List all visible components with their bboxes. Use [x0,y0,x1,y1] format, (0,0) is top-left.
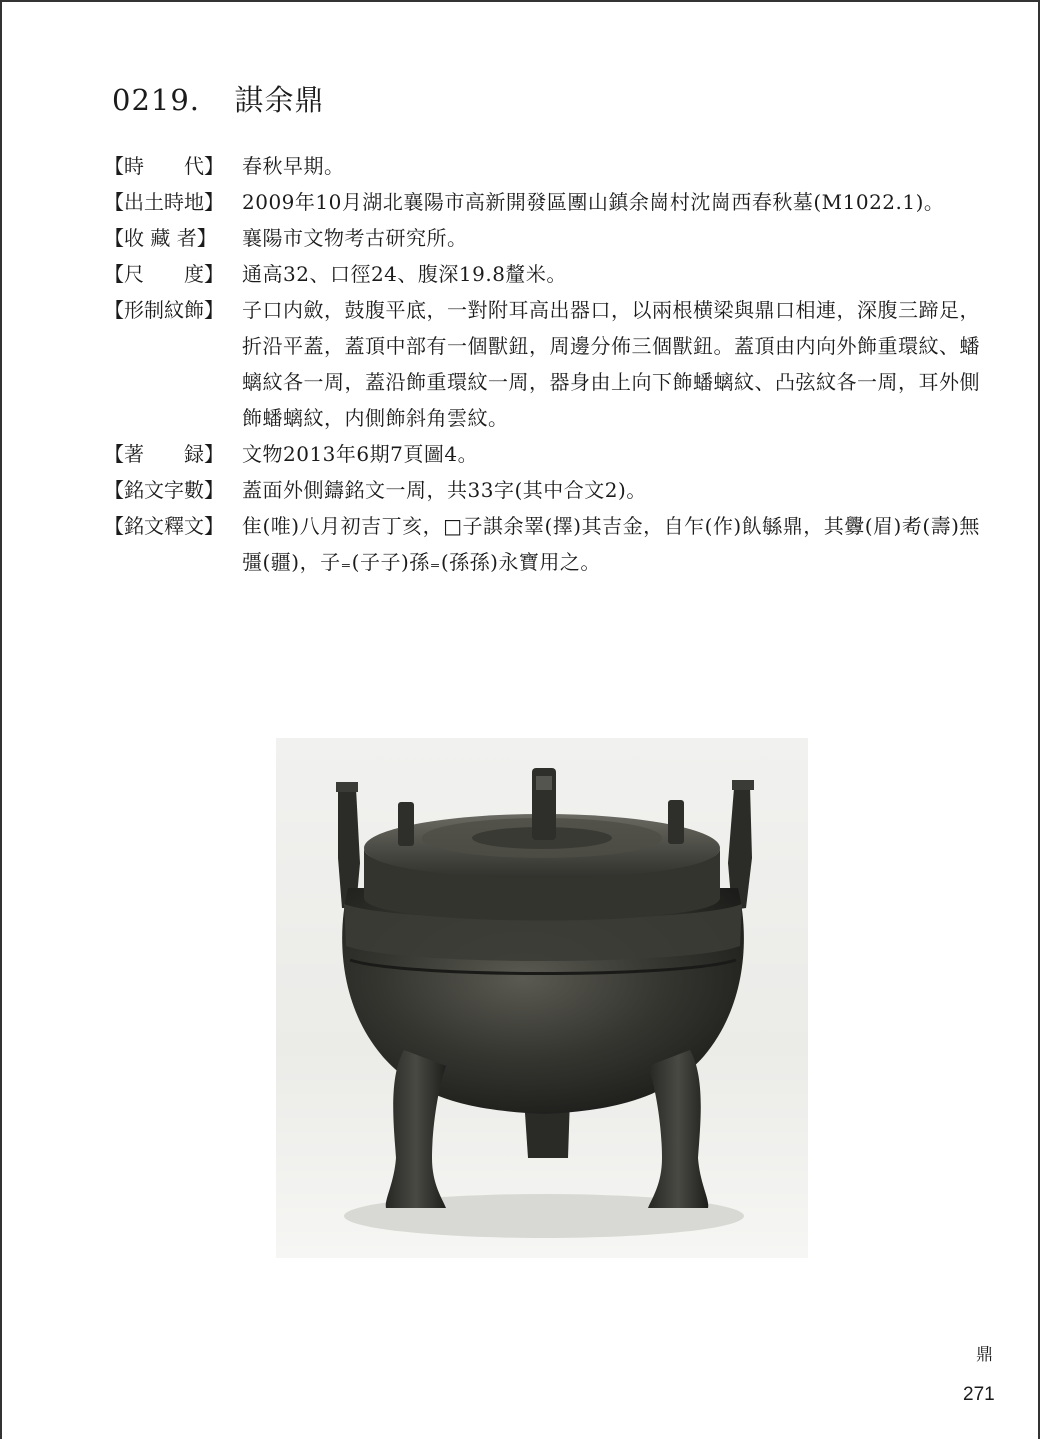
field-value: 襄陽市文物考古研究所。 [242,226,468,250]
field-label: 【銘文釋文】 [104,514,224,538]
field-publication [104,436,984,472]
field-value: 春秋早期。 [242,154,345,178]
field-label: 【出土時地】 [104,190,224,214]
section-mark: 鼎 [976,1345,993,1365]
field-label: 【時 代】 [104,154,224,178]
entry-number: 0219. [112,83,201,117]
field-dimensions [104,256,984,292]
catalog-fields [104,148,984,580]
field-form-decoration [104,292,984,436]
field-excavation [104,184,984,220]
field-value: 子口内斂，鼓腹平底，一對附耳高出器口，以兩根横梁與鼎口相連，深腹三蹄足，折沿平蓋，蓋頂中部有一個獸鈕，周邊分佈三個獸鈕。蓋頂由内向外飾重環紋、蟠螭紋各一周，蓋沿飾重環紋一周，器身由上向下飾蟠螭紋、凸弦紋各一周，耳外側飾蟠螭紋，内側飾斜角雲紋。 [242,298,980,430]
ding-photo [276,738,808,1258]
field-value: 2009年10月湖北襄陽市高新開發區團山鎮余崗村沈崗西春秋墓(M1022.1)。 [242,190,945,214]
field-value: 隹(唯)八月初吉丁亥，□子諆余睪(擇)其吉金，自乍(作)飤緐鼎，其釁(眉)耇(壽)無彊(疆)，子₌(子子)孫₌(孫孫)永寶用之。 [242,514,980,574]
field-inscription-text [104,508,984,580]
entry-title [112,78,324,119]
field-value: 文物2013年6期7頁圖4。 [242,442,479,466]
field-label: 【著 録】 [104,442,224,466]
field-inscription-count [104,472,984,508]
field-label: 【形制紋飾】 [104,298,224,322]
field-collection [104,220,984,256]
page-number: 271 [963,1384,995,1405]
bronze-ding-image [276,738,808,1258]
field-label: 【收 藏 者】 [104,226,217,250]
field-label: 【銘文字數】 [104,478,224,502]
field-value: 蓋面外側鑄銘文一周，共33字(其中合文2)。 [242,478,647,502]
field-label: 【尺 度】 [104,262,224,286]
field-value: 通高32、口徑24、腹深19.8釐米。 [242,262,567,286]
entry-name: 諆余鼎 [234,83,325,117]
field-period [104,148,984,184]
